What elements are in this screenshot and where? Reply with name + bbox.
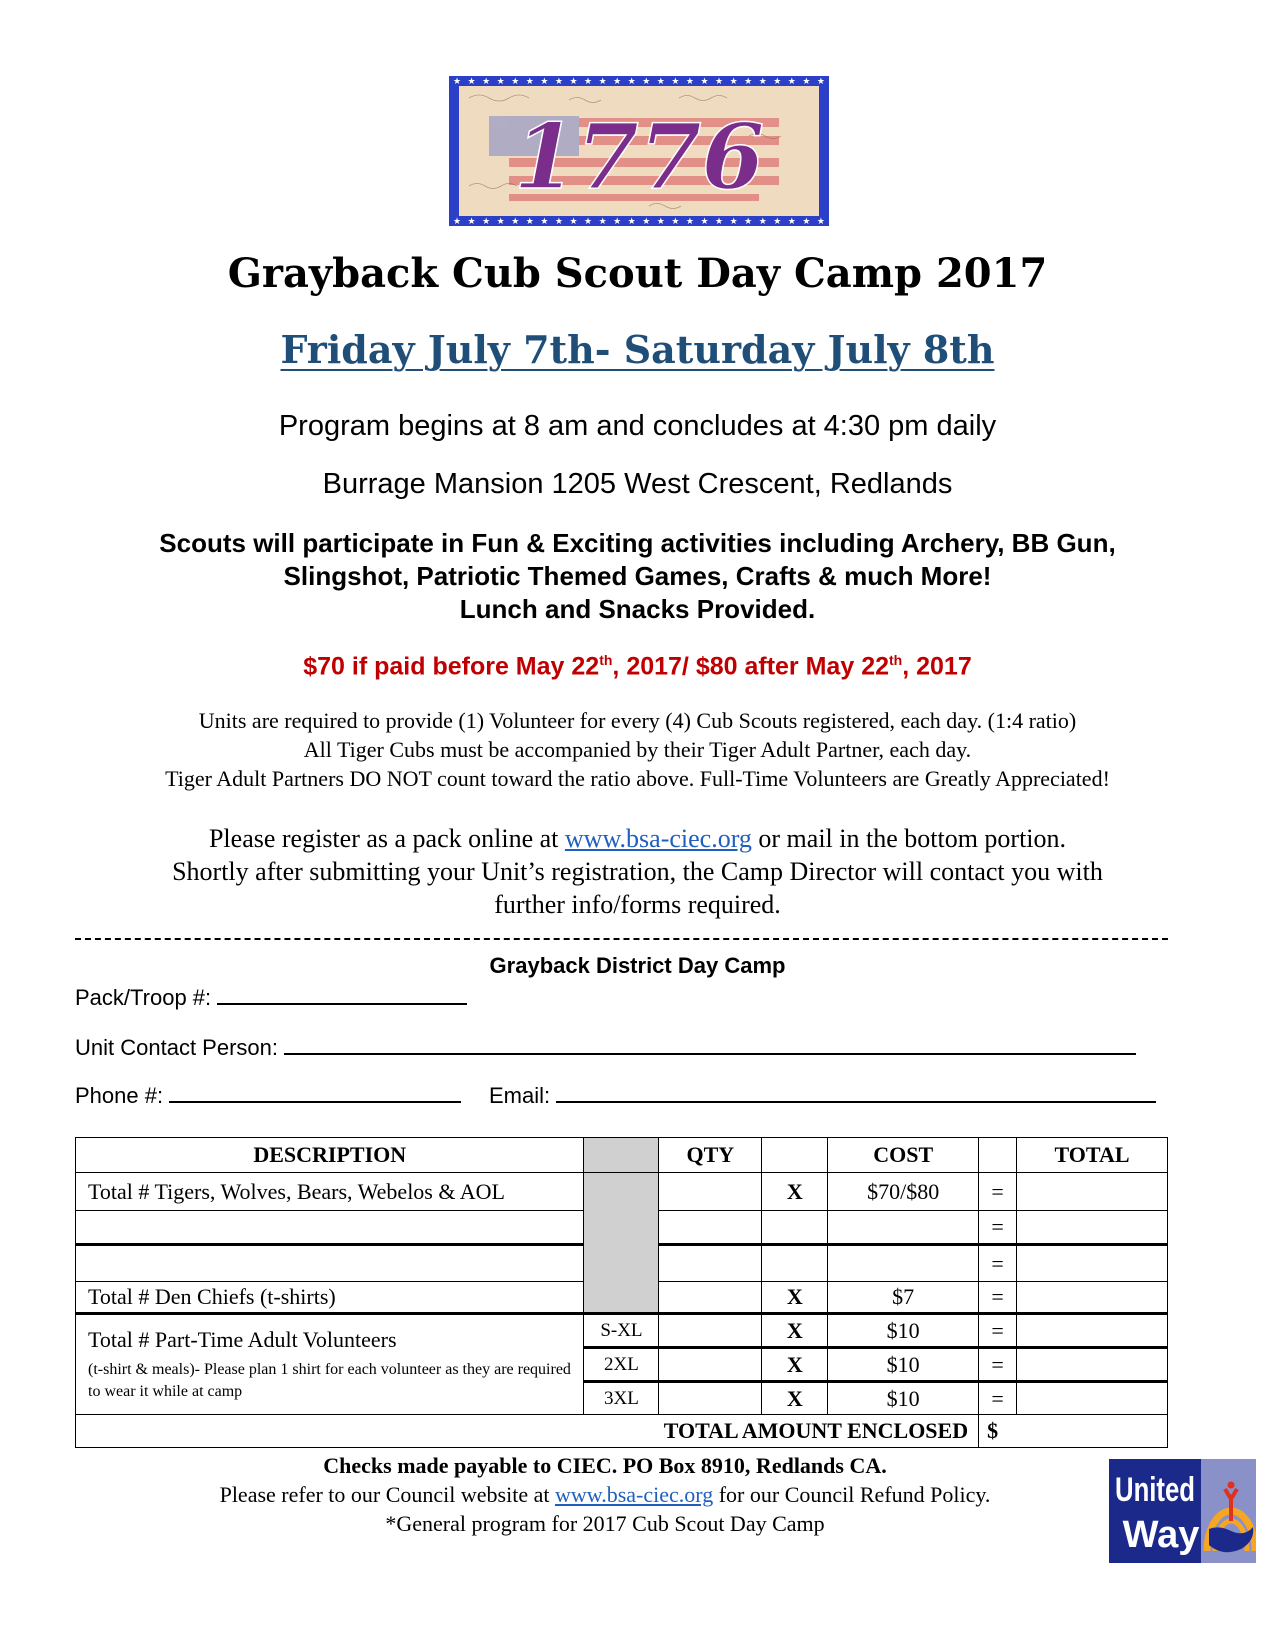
pack-troop-field [75,983,467,1011]
row-cost [828,1211,979,1245]
contact-input[interactable] [284,1033,1136,1055]
gray-size-cell [584,1173,659,1314]
register-instructions [0,822,1275,921]
header-cost: COST [828,1138,979,1173]
refund-policy-line [0,1482,1210,1508]
volunteers-description [76,1314,584,1415]
row-times: X [762,1348,828,1382]
row-times: X [762,1173,828,1211]
row-equals: = [979,1245,1017,1282]
register-text-post: or mail in the bottom portion. [751,824,1067,853]
row-times: X [762,1382,828,1415]
refund-text-pre: Please refer to our Council website at [219,1482,555,1507]
row-cost: $10 [828,1382,979,1415]
activities-line-1: Scouts will participate in Fun & Exciting activities including Archery, BB Gun, [159,528,1116,558]
register-line-1 [0,822,1275,855]
cut-line-divider [75,938,1168,940]
header-description: DESCRIPTION [76,1138,584,1173]
row-cost: $70/$80 [828,1173,979,1211]
united-way-text-2: Way [1122,1514,1200,1556]
registration-table [75,1137,1168,1448]
header-size-blank [584,1138,659,1173]
row-times [762,1211,828,1245]
phone-field [75,1081,461,1109]
price-line [0,652,1275,681]
table-row [76,1173,1168,1211]
size-label: 2XL [584,1348,659,1382]
row-equals: = [979,1314,1017,1348]
activities-line-3: Lunch and Snacks Provided. [459,594,816,624]
camp-dates-text: Friday July 7th- Saturday July 8th [280,327,995,372]
price-part-3: , 2017 [902,652,972,681]
register-line-3: further info/forms required. [494,890,781,919]
table-header-row [76,1138,1168,1173]
qty-input[interactable] [659,1173,762,1211]
row-description[interactable] [76,1211,584,1245]
row-cost: $7 [828,1282,979,1314]
row-cost: $10 [828,1314,979,1348]
total-row [76,1415,1168,1448]
united-way-logo [1109,1459,1256,1563]
email-label: Email: [489,1083,551,1108]
pack-troop-label: Pack/Troop #: [75,985,212,1010]
price-part-2: , 2017/ $80 after May 22 [612,652,889,681]
refund-website-link[interactable]: www.bsa-ciec.org [554,1482,714,1507]
pack-troop-input[interactable] [217,983,467,1005]
qty-input[interactable] [659,1282,762,1314]
activities-paragraph [0,527,1275,626]
payment-instructions: Checks made payable to CIEC. PO Box 8910, Redlands CA. [323,1453,887,1478]
register-text-pre: Please register as a pack online at [208,824,565,853]
header-total: TOTAL [1017,1138,1168,1173]
svg-text:★ ★ ★ ★ ★ ★ ★ ★ ★ ★ ★ ★ ★ ★ ★: ★ ★ ★ ★ ★ ★ ★ ★ ★ ★ ★ ★ ★ ★ ★ ★ ★ ★ ★ ★ ★ ★ ★ ★ ★ ★ [453,77,825,87]
total-input[interactable] [1017,1245,1168,1282]
camp-location: Burrage Mansion 1205 West Crescent, Redlands [322,468,953,500]
phone-label: Phone #: [75,1083,164,1108]
total-input[interactable] [1017,1314,1168,1348]
row-description: Total # Den Chiefs (t-shirts) [76,1282,584,1314]
camp-dates [0,327,1275,372]
rules-line-3: Tiger Adult Partners DO NOT count toward the ratio above. Full-Time Volunteers are Greatly Appreciated! [165,766,1110,791]
svg-text:★ ★ ★ ★ ★ ★ ★ ★ ★ ★ ★ ★ ★ ★ ★: ★ ★ ★ ★ ★ ★ ★ ★ ★ ★ ★ ★ ★ ★ ★ ★ ★ ★ ★ ★ ★ ★ ★ ★ ★ ★ [453,217,825,226]
row-equals: = [979,1282,1017,1314]
row-times [762,1245,828,1282]
row-equals: = [979,1173,1017,1211]
refund-text-post: for our Council Refund Policy. [713,1482,991,1507]
price-part-1: $70 if paid before May 22 [303,652,600,681]
row-times: X [762,1314,828,1348]
total-amount-label: TOTAL AMOUNT ENCLOSED [76,1415,979,1448]
1776-numeral: 1776 [513,104,765,210]
register-line-2: Shortly after submitting your Unit’s registration, the Camp Director will contact you with [172,857,1103,886]
row-description: Total # Tigers, Wolves, Bears, Webelos & AOL [76,1173,584,1211]
qty-input[interactable] [659,1245,762,1282]
total-input[interactable] [1017,1211,1168,1245]
total-input[interactable] [1017,1282,1168,1314]
size-label: 3XL [584,1382,659,1415]
header-equals-blank [979,1138,1017,1173]
total-amount-input[interactable]: $ [979,1415,1168,1448]
qty-input[interactable] [659,1348,762,1382]
table-row [76,1314,1168,1348]
1776-logo [449,76,829,226]
email-input[interactable] [556,1081,1156,1103]
general-program-note: *General program for 2017 Cub Scout Day Camp [385,1511,825,1536]
total-input[interactable] [1017,1173,1168,1211]
size-label: S-XL [584,1314,659,1348]
row-cost [828,1245,979,1282]
program-hours: Program begins at 8 am and concludes at 4:30 pm daily [278,410,997,442]
price-sup-2: th [889,652,903,668]
qty-input[interactable] [659,1382,762,1415]
contact-label: Unit Contact Person: [75,1035,278,1060]
row-equals: = [979,1382,1017,1415]
qty-input[interactable] [659,1314,762,1348]
volunteers-note: (t-shirt & meals)- Please plan 1 shirt for each volunteer as they are required to wear it while at camp [88,1360,571,1400]
total-input[interactable] [1017,1348,1168,1382]
rules-line-1: Units are required to provide (1) Volunteer for every (4) Cub Scouts registered, each day. (1:4 ratio) [198,708,1077,733]
united-way-text-1: United [1115,1471,1195,1509]
row-cost: $10 [828,1348,979,1382]
row-times: X [762,1282,828,1314]
email-field [489,1081,1156,1109]
council-website-link[interactable]: www.bsa-ciec.org [564,824,752,853]
row-equals: = [979,1211,1017,1245]
volunteers-title: Total # Part-Time Adult Volunteers [88,1326,397,1352]
row-equals: = [979,1348,1017,1382]
phone-input[interactable] [169,1081,461,1103]
contact-field [75,1033,1136,1061]
header-times-blank [762,1138,828,1173]
activities-line-2: Slingshot, Patriotic Themed Games, Crafts & much More! [283,561,992,591]
rules-line-2: All Tiger Cubs must be accompanied by their Tiger Adult Partner, each day. [303,737,972,762]
row-description[interactable] [76,1245,584,1282]
header-qty: QTY [659,1138,762,1173]
qty-input[interactable] [659,1211,762,1245]
volunteer-rules [0,706,1275,793]
page-title: Grayback Cub Scout Day Camp 2017 [227,250,1048,297]
price-sup-1: th [599,652,613,668]
total-input[interactable] [1017,1382,1168,1415]
form-heading: Grayback District Day Camp [489,953,786,978]
